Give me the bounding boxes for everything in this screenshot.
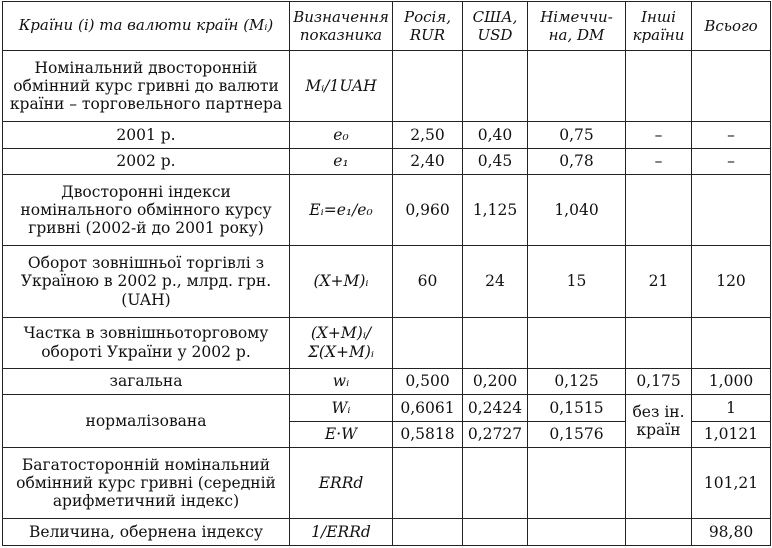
- cell-value: 0,40: [463, 122, 528, 148]
- cell-value: 120: [692, 246, 771, 317]
- row-label: Багатосторонній номінальний обмінний курс гривні (середній арифметичний індекс): [3, 448, 290, 519]
- row-indicator: Mᵢ/1UAH: [290, 50, 393, 121]
- header-usa: США, USD: [463, 2, 528, 51]
- table-row: [3, 122, 771, 148]
- table-row: [3, 148, 771, 174]
- table-row: [3, 317, 771, 368]
- cell-value: 2,50: [393, 122, 463, 148]
- row-indicator: wᵢ: [290, 368, 393, 394]
- row-indicator: Eᵢ=e₁/e₀: [290, 175, 393, 246]
- cell-value: 15: [528, 246, 626, 317]
- table-row: [3, 448, 771, 519]
- cell-value: 0,175: [626, 368, 692, 394]
- cell-value: 0,2424: [463, 395, 528, 421]
- cell-value: 0,6061: [393, 395, 463, 421]
- header-total: Всього: [692, 2, 771, 51]
- cell-value: –: [692, 148, 771, 174]
- row-indicator: Wᵢ: [290, 395, 393, 421]
- cell-value: 0,45: [463, 148, 528, 174]
- row-label: нормалізована: [3, 395, 290, 448]
- header-indicator: Визначення показника: [290, 2, 393, 51]
- cell-value: –: [626, 122, 692, 148]
- cell-value: 21: [626, 246, 692, 317]
- row-indicator: 1/ERRd: [290, 519, 393, 546]
- header-russia: Росія, RUR: [393, 2, 463, 51]
- cell-value: 0,1576: [528, 421, 626, 447]
- header-countries: Країни (і) та валюти країн (Mᵢ): [3, 2, 290, 51]
- row-label: загальна: [3, 368, 290, 394]
- cell-value: 1,040: [528, 175, 626, 246]
- table-row: [3, 368, 771, 394]
- cell-value: 1,125: [463, 175, 528, 246]
- row-indicator: e₁: [290, 148, 393, 174]
- cell-value: 0,125: [528, 368, 626, 394]
- row-indicator: e₀: [290, 122, 393, 148]
- row-indicator: (X+M)ᵢ/ Σ(X+M)ᵢ: [290, 317, 393, 368]
- row-label: Двосторонні індекси номінального обмінного курсу гривні (2002-й до 2001 року): [3, 175, 290, 246]
- row-label: 2002 р.: [3, 148, 290, 174]
- table-row: [3, 246, 771, 317]
- cell-value: 0,5818: [393, 421, 463, 447]
- cell-value: 101,21: [692, 448, 771, 519]
- cell-note: без ін. країн: [626, 395, 692, 448]
- cell-value: 24: [463, 246, 528, 317]
- cell-value: 2,40: [393, 148, 463, 174]
- cell-value: 0,2727: [463, 421, 528, 447]
- row-label: Номінальний двосторонній обмінний курс гривні до валюти країни – торговельного партнера: [3, 50, 290, 121]
- header-row: [3, 2, 771, 51]
- cell-value: 0,500: [393, 368, 463, 394]
- table-row: [3, 519, 771, 546]
- cell-value: 98,80: [692, 519, 771, 546]
- cell-value: 1: [692, 395, 771, 421]
- cell-value: 0,960: [393, 175, 463, 246]
- row-indicator: ERRd: [290, 448, 393, 519]
- table-row: [3, 395, 771, 421]
- header-germany: Німеччи-на, DM: [528, 2, 626, 51]
- cell-value: –: [692, 122, 771, 148]
- table-row: [3, 175, 771, 246]
- row-label: 2001 р.: [3, 122, 290, 148]
- cell-value: 0,200: [463, 368, 528, 394]
- cell-value: 0,75: [528, 122, 626, 148]
- cell-value: 0,1515: [528, 395, 626, 421]
- table-row: [3, 50, 771, 121]
- row-indicator: E·W: [290, 421, 393, 447]
- row-label: Величина, обернена індексу: [3, 519, 290, 546]
- cell-value: 1,0121: [692, 421, 771, 447]
- header-other: Інші країни: [626, 2, 692, 51]
- cell-value: 60: [393, 246, 463, 317]
- cell-value: 0,78: [528, 148, 626, 174]
- cell-value: –: [626, 148, 692, 174]
- exchange-rate-table: [2, 1, 771, 546]
- row-label: Частка в зовнішньоторговому обороті України у 2002 р.: [3, 317, 290, 368]
- row-indicator: (X+M)ᵢ: [290, 246, 393, 317]
- cell-value: 1,000: [692, 368, 771, 394]
- row-label: Оборот зовнішньої торгівлі з Україною в 2002 р., млрд. грн. (UAH): [3, 246, 290, 317]
